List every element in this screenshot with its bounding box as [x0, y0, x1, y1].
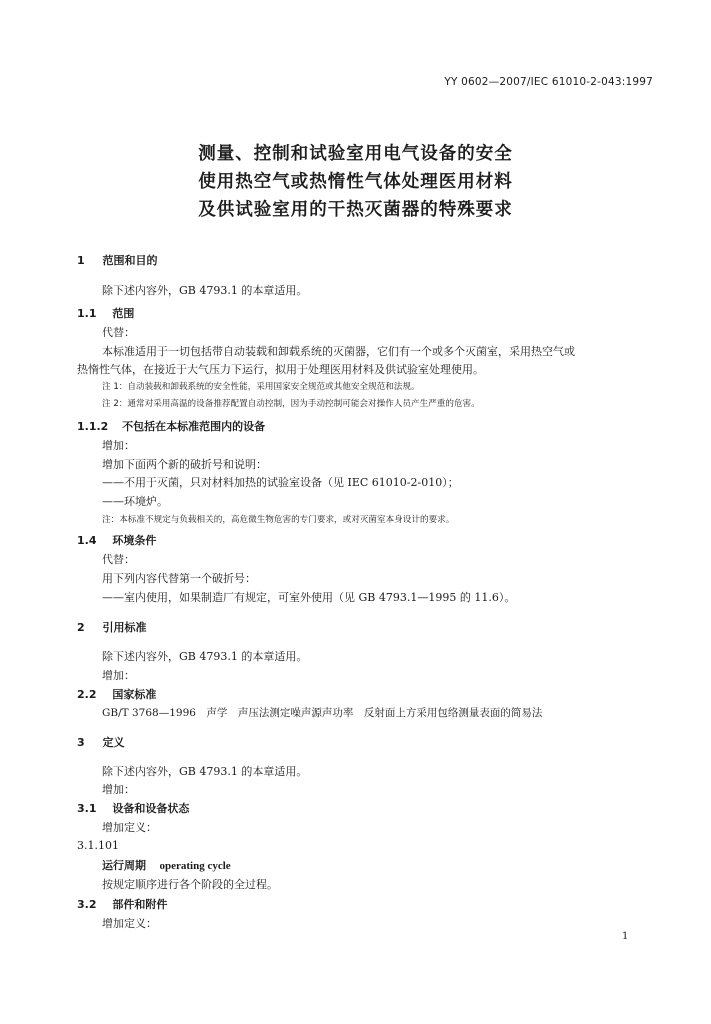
section-title: 范围和目的 — [102, 254, 158, 267]
paragraph: 增加下面两个新的破折号和说明： — [102, 458, 267, 471]
section-number: 3.2 — [77, 898, 97, 911]
paragraph: 代替： — [102, 553, 135, 566]
section-title: 引用标准 — [102, 621, 147, 634]
section-3-heading — [77, 734, 125, 750]
section-3-1-heading — [77, 800, 189, 816]
term-english: operating cycle — [159, 860, 231, 872]
paragraph: 增加定义： — [102, 917, 157, 930]
section-title: 国家标准 — [112, 688, 157, 701]
section-2-2-heading — [77, 686, 156, 702]
title-line-3: 及供试验室用的干热灭菌器的特殊要求 — [198, 200, 513, 220]
paragraph: 本标准适用于一切包括带自动装载和卸载系统的灭菌器，它们有一个或多个灭菌室，采用热空气或 — [102, 345, 575, 358]
paragraph: 热惰性气体，在接近于大气压力下运行，拟用于处理医用材料及供试验室处理使用。 — [77, 363, 484, 376]
paragraph: GB/T 3768—1996 声学 声压法测定噪声源声功率 反射面上方采用包络测量表面的简易法 — [102, 707, 543, 719]
paragraph: 除下述内容外，GB 4793.1 的本章适用。 — [102, 650, 308, 663]
section-3-2-heading — [77, 896, 167, 912]
section-title: 环境条件 — [112, 534, 157, 547]
section-title: 设备和设备状态 — [112, 802, 190, 815]
section-1-heading — [77, 252, 158, 268]
section-number: 2 — [77, 621, 85, 634]
section-2-heading — [77, 619, 147, 635]
section-1-1-heading — [77, 305, 134, 321]
page-header: YY 0602—2007/IEC 61010-2-043:1997 — [444, 76, 653, 88]
section-title: 不包括在本标准范围内的设备 — [122, 420, 266, 433]
term-chinese: 运行周期 — [102, 859, 146, 872]
paragraph: 用下列内容代替第一个破折号： — [102, 572, 256, 585]
section-number: 2.2 — [77, 688, 97, 701]
paragraph: 增加： — [102, 439, 135, 452]
section-number: 1.4 — [77, 534, 97, 547]
note: 注：本标准不规定与负载相关的，高危微生物危害的专门要求，或对灭菌室本身设计的要求。 — [102, 515, 455, 525]
section-1-4-heading — [77, 532, 156, 548]
paragraph: ——不用于灭菌，只对材料加热的试验室设备（见 IEC 61010-2-010）； — [102, 476, 459, 489]
note: 注 1：自动装载和卸载系统的安全性能，采用国家安全规范或其他安全规范和法规。 — [102, 382, 420, 392]
page-number: 1 — [622, 931, 629, 942]
note: 注 2：通常对采用高温的设备推荐配置自动控制，因为手动控制可能会对操作人员产生严重的危害。 — [102, 399, 480, 409]
title-line-1: 测量、控制和试验室用电气设备的安全 — [198, 144, 513, 164]
paragraph: 代替： — [102, 326, 135, 339]
paragraph: 除下述内容外，GB 4793.1 的本章适用。 — [102, 765, 308, 778]
section-number: 1.1.2 — [77, 420, 109, 433]
title-line-2: 使用热空气或热惰性气体处理医用材料 — [198, 172, 513, 192]
definition: 按规定顺序进行各个阶段的全过程。 — [102, 878, 278, 891]
section-number: 1 — [77, 254, 85, 267]
term-entry — [102, 857, 231, 873]
section-1-1-2-heading — [77, 418, 265, 434]
paragraph: 增加定义： — [102, 821, 157, 834]
paragraph: ——环境炉。 — [102, 495, 168, 508]
section-title: 范围 — [112, 307, 135, 320]
section-number: 3 — [77, 736, 85, 749]
section-3-1-101-number: 3.1.101 — [77, 839, 119, 852]
paragraph: 除下述内容外，GB 4793.1 的本章适用。 — [102, 284, 308, 297]
paragraph: 增加： — [102, 669, 135, 682]
section-number: 3.1 — [77, 802, 97, 815]
paragraph: ——室内使用，如果制造厂有规定，可室外使用（见 GB 4793.1—1995 的 11.6）。 — [102, 591, 516, 604]
paragraph: 增加： — [102, 783, 135, 796]
section-title: 定义 — [102, 736, 125, 749]
section-title: 部件和附件 — [112, 898, 168, 911]
section-number: 1.1 — [77, 307, 97, 320]
